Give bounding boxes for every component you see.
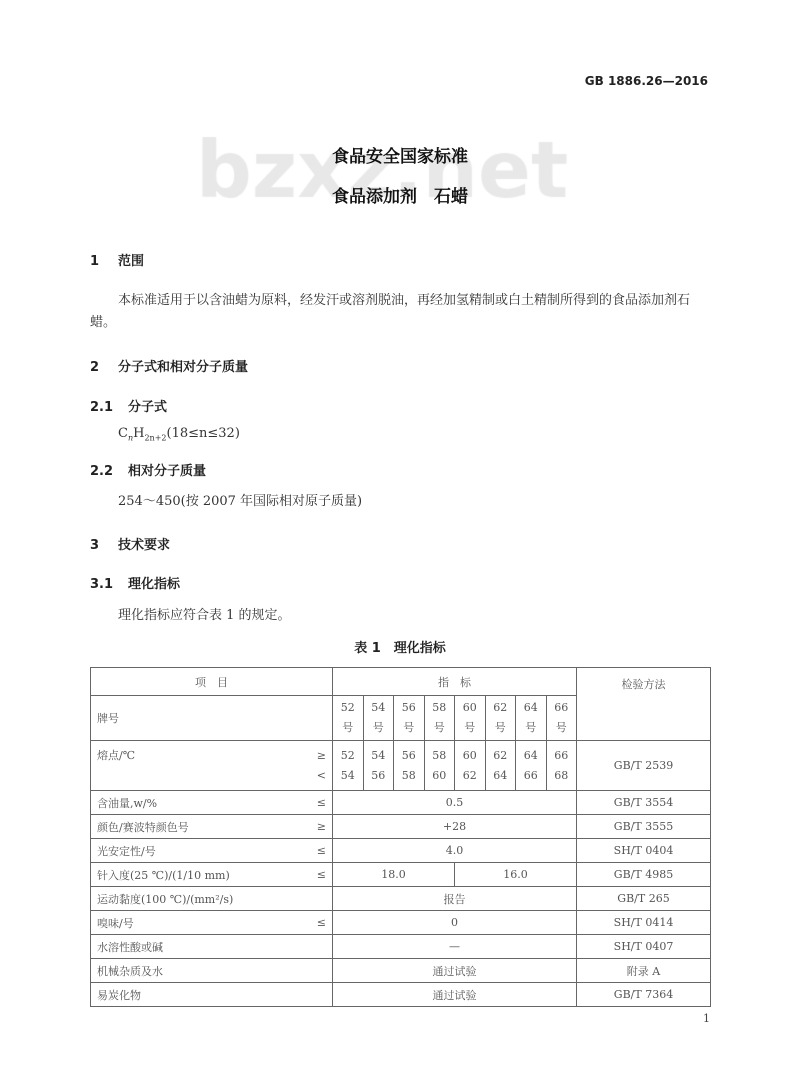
row-value: 0.5 bbox=[333, 791, 577, 815]
melting-method: GB/T 2539 bbox=[577, 741, 711, 791]
grade-cell: 56 号 bbox=[394, 696, 425, 741]
row-method: 附录 A bbox=[577, 959, 711, 983]
row-method: SH/T 0404 bbox=[577, 839, 711, 863]
table-row bbox=[91, 791, 711, 815]
watermark-image bbox=[190, 125, 570, 225]
row-label: 水溶性酸或碱 bbox=[91, 935, 301, 959]
row-method: GB/T 7364 bbox=[577, 983, 711, 1007]
row-symbol: ≤ bbox=[301, 839, 333, 863]
table-caption: 表 1 理化指标 bbox=[354, 641, 446, 656]
table-row bbox=[91, 983, 711, 1007]
melting-label: 熔点/℃ bbox=[91, 741, 301, 791]
row-symbol bbox=[301, 983, 333, 1007]
grade-cell: 60 号 bbox=[455, 696, 486, 741]
row-symbol: ≤ bbox=[301, 791, 333, 815]
melting-range-cell: 62 64 bbox=[485, 741, 516, 791]
row-label: 易炭化物 bbox=[91, 983, 301, 1007]
row-value: 4.0 bbox=[333, 839, 577, 863]
section-2-1-heading: 2.1 分子式 bbox=[90, 400, 168, 415]
melting-symbols: ≥ < bbox=[301, 741, 333, 791]
row-value: 通过试验 bbox=[333, 983, 577, 1007]
grade-cell: 54 号 bbox=[363, 696, 394, 741]
penetration-label: 针入度(25 ℃)/(1/10 mm) bbox=[91, 863, 301, 887]
melting-range-cell: 64 66 bbox=[516, 741, 547, 791]
section-1-heading: 1 范围 bbox=[90, 254, 145, 269]
melting-range-cell: 54 56 bbox=[363, 741, 394, 791]
section-2-heading: 2 分子式和相对分子质量 bbox=[90, 360, 249, 375]
header-item: 项 目 bbox=[91, 668, 333, 696]
row-symbol bbox=[301, 959, 333, 983]
table-row bbox=[91, 959, 711, 983]
grade-cell: 62 号 bbox=[485, 696, 516, 741]
row-value: +28 bbox=[333, 815, 577, 839]
header-method: 检验方法 bbox=[577, 668, 711, 741]
section-3-1-heading: 3.1 理化指标 bbox=[90, 577, 181, 592]
row-label: 机械杂质及水 bbox=[91, 959, 301, 983]
section-2-2-heading: 2.2 相对分子质量 bbox=[90, 464, 207, 479]
row-value: 报告 bbox=[333, 887, 577, 911]
row-label: 含油量,w/% bbox=[91, 791, 301, 815]
row-symbol: ≥ bbox=[301, 815, 333, 839]
table-row bbox=[91, 815, 711, 839]
section-3-heading: 3 技术要求 bbox=[90, 538, 171, 553]
penetration-method: GB/T 4985 bbox=[577, 863, 711, 887]
grade-cell: 52 号 bbox=[333, 696, 364, 741]
header-index: 指 标 bbox=[333, 668, 577, 696]
row-value: — bbox=[333, 935, 577, 959]
molecular-mass: 254～450(按 2007 年国际相对原子质量) bbox=[118, 494, 363, 509]
melting-range-cell: 56 58 bbox=[394, 741, 425, 791]
doc-subtitle: 食品添加剂 石蜡 bbox=[332, 187, 468, 207]
table-row bbox=[91, 887, 711, 911]
formula: $C_nH_{2n+2}(18\le n\le 32)$ bbox=[118, 426, 240, 443]
melting-range-cell: 52 54 bbox=[333, 741, 364, 791]
doc-title: 食品安全国家标准 bbox=[332, 147, 468, 167]
row-method: SH/T 0414 bbox=[577, 911, 711, 935]
standard-number: GB 1886.26—2016 bbox=[584, 74, 708, 88]
table-row bbox=[91, 911, 711, 935]
melting-range-cell: 60 62 bbox=[455, 741, 486, 791]
section-3-1-text: 理化指标应符合表 1 的规定。 bbox=[118, 608, 291, 623]
section-1-text: 本标准适用于以含油蜡为原料，经发汗或溶剂脱油，再经加氢精制或白土精制所得到的食品添加剂石蜡。 bbox=[90, 293, 691, 330]
table-row bbox=[91, 935, 711, 959]
row-value: 通过试验 bbox=[333, 959, 577, 983]
row-method: SH/T 0407 bbox=[577, 935, 711, 959]
penetration-value-1: 18.0 bbox=[333, 863, 455, 887]
grade-cell: 66 号 bbox=[546, 696, 577, 741]
melting-range-cell: 58 60 bbox=[424, 741, 455, 791]
row-label: 运动黏度(100 ℃)/(mm²/s) bbox=[91, 887, 301, 911]
row-method: GB/T 265 bbox=[577, 887, 711, 911]
row-symbol bbox=[301, 887, 333, 911]
table-row bbox=[91, 839, 711, 863]
spec-table bbox=[90, 667, 711, 1007]
grade-cell: 58 号 bbox=[424, 696, 455, 741]
penetration-symbol: ≤ bbox=[301, 863, 333, 887]
row-label: 光安定性/号 bbox=[91, 839, 301, 863]
penetration-value-2: 16.0 bbox=[455, 863, 577, 887]
row-value: 0 bbox=[333, 911, 577, 935]
grade-label: 牌号 bbox=[91, 696, 333, 741]
row-symbol bbox=[301, 935, 333, 959]
row-label: 嗅味/号 bbox=[91, 911, 301, 935]
row-method: GB/T 3554 bbox=[577, 791, 711, 815]
row-method: GB/T 3555 bbox=[577, 815, 711, 839]
page-number: 1 bbox=[703, 1012, 710, 1025]
row-label: 颜色/赛波特颜色号 bbox=[91, 815, 301, 839]
melting-range-cell: 66 68 bbox=[546, 741, 577, 791]
row-symbol: ≤ bbox=[301, 911, 333, 935]
grade-cell: 64 号 bbox=[516, 696, 547, 741]
